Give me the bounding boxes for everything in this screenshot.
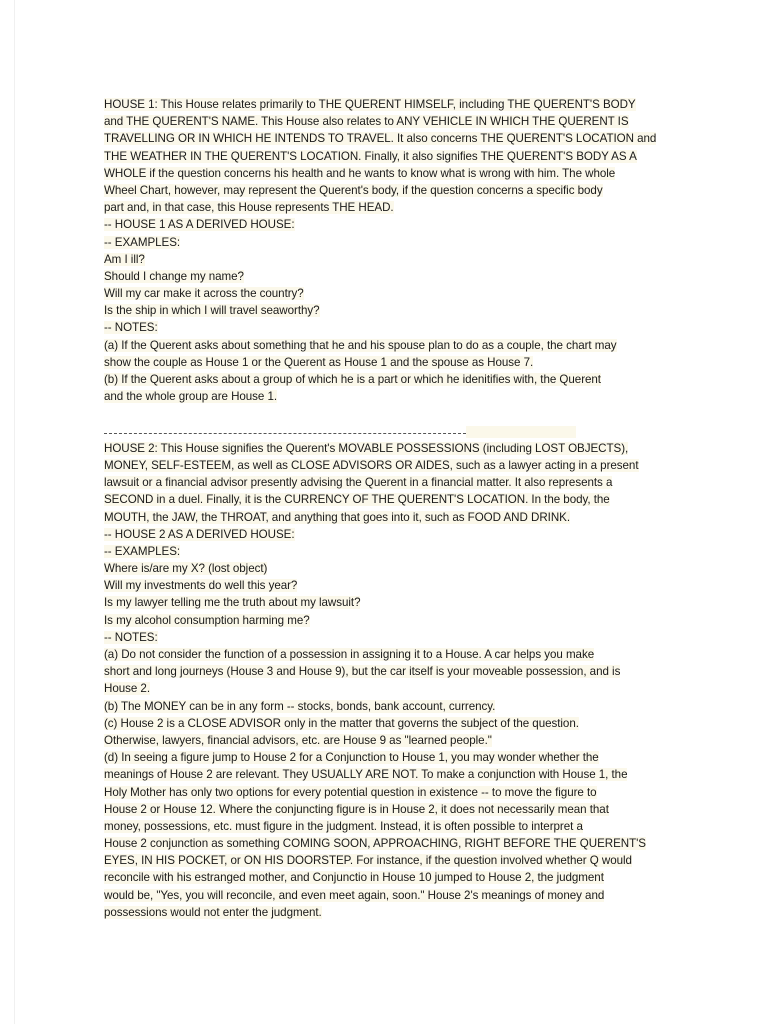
house-2-section	[104, 440, 664, 921]
house-1-text-line: TRAVELLING OR IN WHICH HE INTENDS TO TRAVEL. It also concerns THE QUERENT'S LOCATION and	[104, 132, 657, 146]
section-separator	[104, 423, 664, 440]
house-2-text-line: HOUSE 2: This House signifies the Querent's MOVABLE POSSESSIONS (including LOST OBJECTS),	[104, 441, 629, 455]
house-2-note-line: Otherwise, lawyers, financial advisors, etc. are House 9 as "learned people."	[104, 733, 492, 747]
house-1-derived-heading: -- HOUSE 1 AS A DERIVED HOUSE:	[104, 218, 295, 232]
house-2-note-line: (b) The MONEY can be in any form -- stocks, bonds, bank account, currency.	[104, 699, 496, 713]
house-2-example: Will my investments do well this year?	[104, 579, 298, 593]
page-edge-line	[14, 0, 15, 1024]
house-2-note-line: House 2.	[104, 682, 151, 696]
house-1-note-line: (b) If the Querent asks about a group of which he is a part or which he idenitifies with, the Querent	[104, 373, 601, 386]
house-2-note-line: House 2 conjunction as something COMING SOON, APPROACHING, RIGHT BEFORE THE QUERENT'S	[104, 837, 646, 851]
house-1-examples-heading: -- EXAMPLES:	[104, 235, 181, 249]
house-2-note-line: (a) Do not consider the function of a possession in assigning it to a House. A car helps you make	[104, 648, 595, 661]
house-1-note-line: show the couple as House 1 or the Querent as House 1 and the spouse as House 7.	[104, 355, 534, 369]
house-2-note-line: reconcile with his estranged mother, and Conjunctio in House 10 jumped to House 2, the judgment	[104, 871, 604, 885]
house-2-example: Where is/are my X? (lost object)	[104, 562, 268, 576]
document-page	[104, 96, 664, 921]
house-2-note-line: short and long journeys (House 3 and House 9), but the car itself is your moveable possession, and is	[104, 665, 621, 679]
house-1-notes-heading: -- NOTES:	[104, 321, 158, 335]
house-1-text-line: and THE QUERENT'S NAME. This House also relates to ANY VEHICLE IN WHICH THE QUERENT IS	[104, 115, 629, 129]
house-2-text-line: MOUTH, the JAW, the THROAT, and anything that goes into it, such as FOOD AND DRINK.	[104, 510, 570, 524]
house-2-notes-heading: -- NOTES:	[104, 630, 158, 644]
house-2-text-line: SECOND in a duel. Finally, it is the CURRENCY OF THE QUERENT'S LOCATION. In the body, the	[104, 493, 610, 507]
house-1-section	[104, 96, 664, 405]
house-2-note-line: EYES, IN HIS POCKET, or ON HIS DOORSTEP. For instance, if the question involved whether Q would	[104, 854, 632, 868]
house-1-text-line: HOUSE 1: This House relates primarily to THE QUERENT HIMSELF, including THE QUERENT'S BODY	[104, 98, 636, 111]
house-2-note-line: (c) House 2 is a CLOSE ADVISOR only in the matter that governs the subject of the question.	[104, 716, 579, 730]
house-2-note-line: (d) In seeing a figure jump to House 2 for a Conjunction to House 1, you may wonder whether the	[104, 751, 599, 765]
blank-line	[104, 405, 664, 422]
house-1-example: Should I change my name?	[104, 269, 244, 283]
house-1-text-line: THE WEATHER IN THE QUERENT'S LOCATION. Finally, it also signifies THE QUERENT'S BODY AS A	[104, 149, 637, 163]
house-2-derived-heading: -- HOUSE 2 AS A DERIVED HOUSE:	[104, 527, 295, 541]
house-2-example: Is my lawyer telling me the truth about my lawsuit?	[104, 596, 361, 610]
house-1-text-line: WHOLE if the question concerns his health and he wants to know what is wrong with him. The whole	[104, 166, 616, 180]
house-1-example: Will my car make it across the country?	[104, 287, 304, 301]
house-2-note-line: would be, "Yes, you will reconcile, and even meet again, soon." House 2's meanings of money and	[104, 888, 605, 902]
house-2-text-line: MONEY, SELF-ESTEEM, as well as CLOSE ADVISORS OR AIDES, such as a lawyer acting in a present	[104, 458, 639, 472]
separator-highlight	[466, 426, 576, 438]
house-2-example: Is my alcohol consumption harming me?	[104, 613, 310, 627]
house-1-note-line: and the whole group are House 1.	[104, 390, 278, 404]
house-2-note-line: money, possessions, etc. must figure in the judgment. Instead, it is often possible to interpret a	[104, 819, 583, 833]
separator-text	[104, 423, 466, 440]
house-1-example: Am I ill?	[104, 252, 145, 266]
house-2-examples-heading: -- EXAMPLES:	[104, 544, 181, 558]
house-2-note-line: meanings of House 2 are relevant. They USUALLY ARE NOT. To make a conjunction with House 1, the	[104, 768, 628, 782]
house-1-text-line: Wheel Chart, however, may represent the Querent's body, if the question concerns a specific body	[104, 183, 603, 197]
house-1-text-line: part and, in that case, this House represents THE HEAD.	[104, 201, 394, 215]
house-1-example: Is the ship in which I will travel seaworthy?	[104, 304, 320, 318]
house-2-note-line: Holy Mother has only two options for every potential question in existence -- to move the figure to	[104, 785, 597, 799]
house-2-note-line: possessions would not enter the judgment.	[104, 905, 322, 919]
house-1-note-line: (a) If the Querent asks about something that he and his spouse plan to do as a couple, the chart may	[104, 338, 617, 352]
house-2-text-line: lawsuit or a financial advisor presently advising the Querent in a financial matter. It also represents a	[104, 476, 613, 490]
house-2-note-line: House 2 or House 12. Where the conjuncting figure is in House 2, it does not necessarily mean that	[104, 802, 609, 816]
